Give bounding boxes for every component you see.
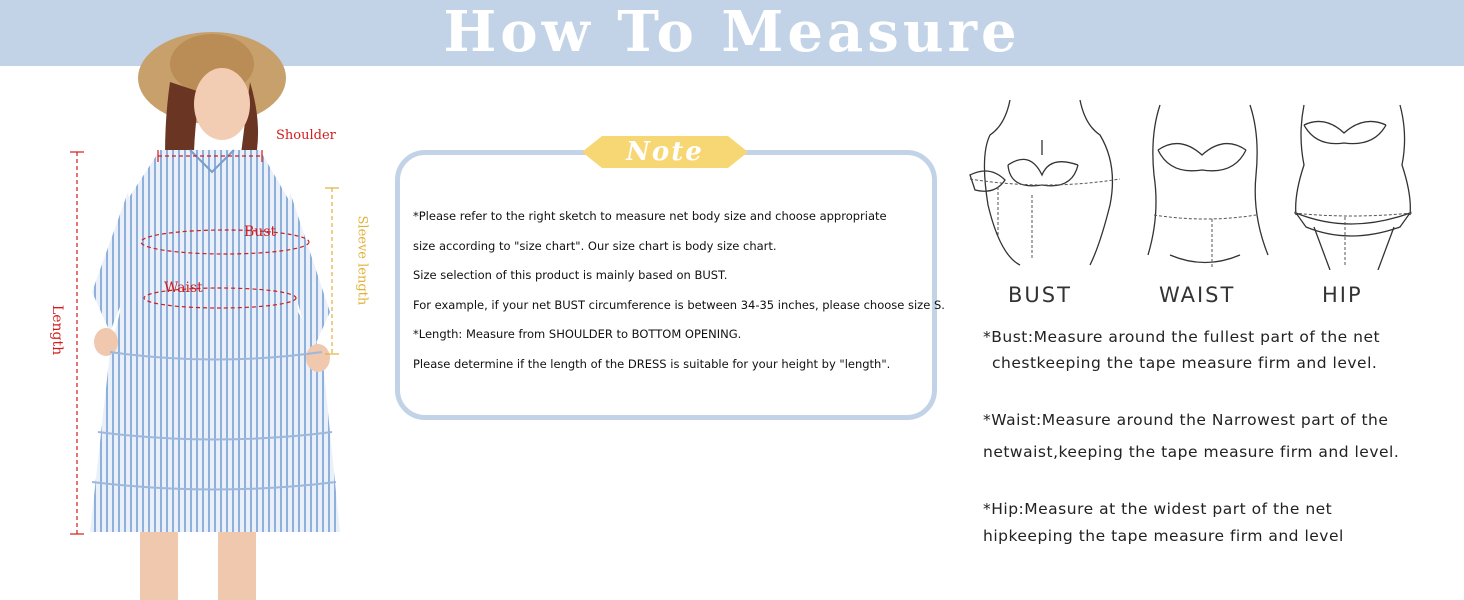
- note-line: size according to "size chart". Our size chart is body size chart.: [413, 238, 777, 253]
- note-badge: [582, 136, 748, 168]
- bust-instruction: *Bust:Measure around the fullest part of the net: [983, 328, 1381, 346]
- waist-label: Waist: [164, 280, 203, 296]
- note-text: [413, 202, 945, 380]
- model-photo: [40, 12, 370, 600]
- waist-instruction: *Waist:Measure around the Narrowest part of the: [983, 411, 1389, 429]
- shoulder-label: Shoulder: [276, 128, 336, 143]
- bust-instruction-cont: chestkeeping the tape measure firm and level.: [992, 354, 1378, 372]
- waist-sketch: [1140, 95, 1290, 270]
- note-line: Please determine if the length of the DRESS is suitable for your height by "length".: [413, 356, 891, 371]
- waist-instruction-cont: netwaist,keeping the tape measure firm and level.: [983, 443, 1400, 461]
- bust-label: Bust: [244, 224, 277, 240]
- hip-instruction-cont: hipkeeping the tape measure firm and level: [983, 527, 1344, 545]
- hip-sketch-label: HIP: [1322, 283, 1363, 307]
- page-title: How To Measure: [443, 0, 1021, 65]
- sleeve-length-label: Sleeve length: [354, 215, 370, 306]
- note-line: *Please refer to the right sketch to measure net body size and choose appropriate: [413, 209, 887, 223]
- waist-sketch-label: WAIST: [1159, 283, 1236, 307]
- note-line: Size selection of this product is mainly based on BUST.: [413, 268, 728, 283]
- hip-sketch: [1290, 95, 1420, 270]
- note-line: For example, if your net BUST circumference is between 34-35 inches, please choose size S.: [413, 297, 945, 312]
- model-illustration: [40, 12, 370, 600]
- hip-instruction: *Hip:Measure at the widest part of the net: [983, 500, 1333, 518]
- note-badge-text: Note: [626, 137, 704, 167]
- measurement-sketches: [960, 95, 1430, 275]
- note-line: *Length: Measure from SHOULDER to BOTTOM OPENING.: [413, 327, 742, 342]
- bust-sketch-label: BUST: [1008, 283, 1072, 307]
- bust-sketch: [960, 95, 1130, 270]
- length-label: Length: [49, 304, 66, 356]
